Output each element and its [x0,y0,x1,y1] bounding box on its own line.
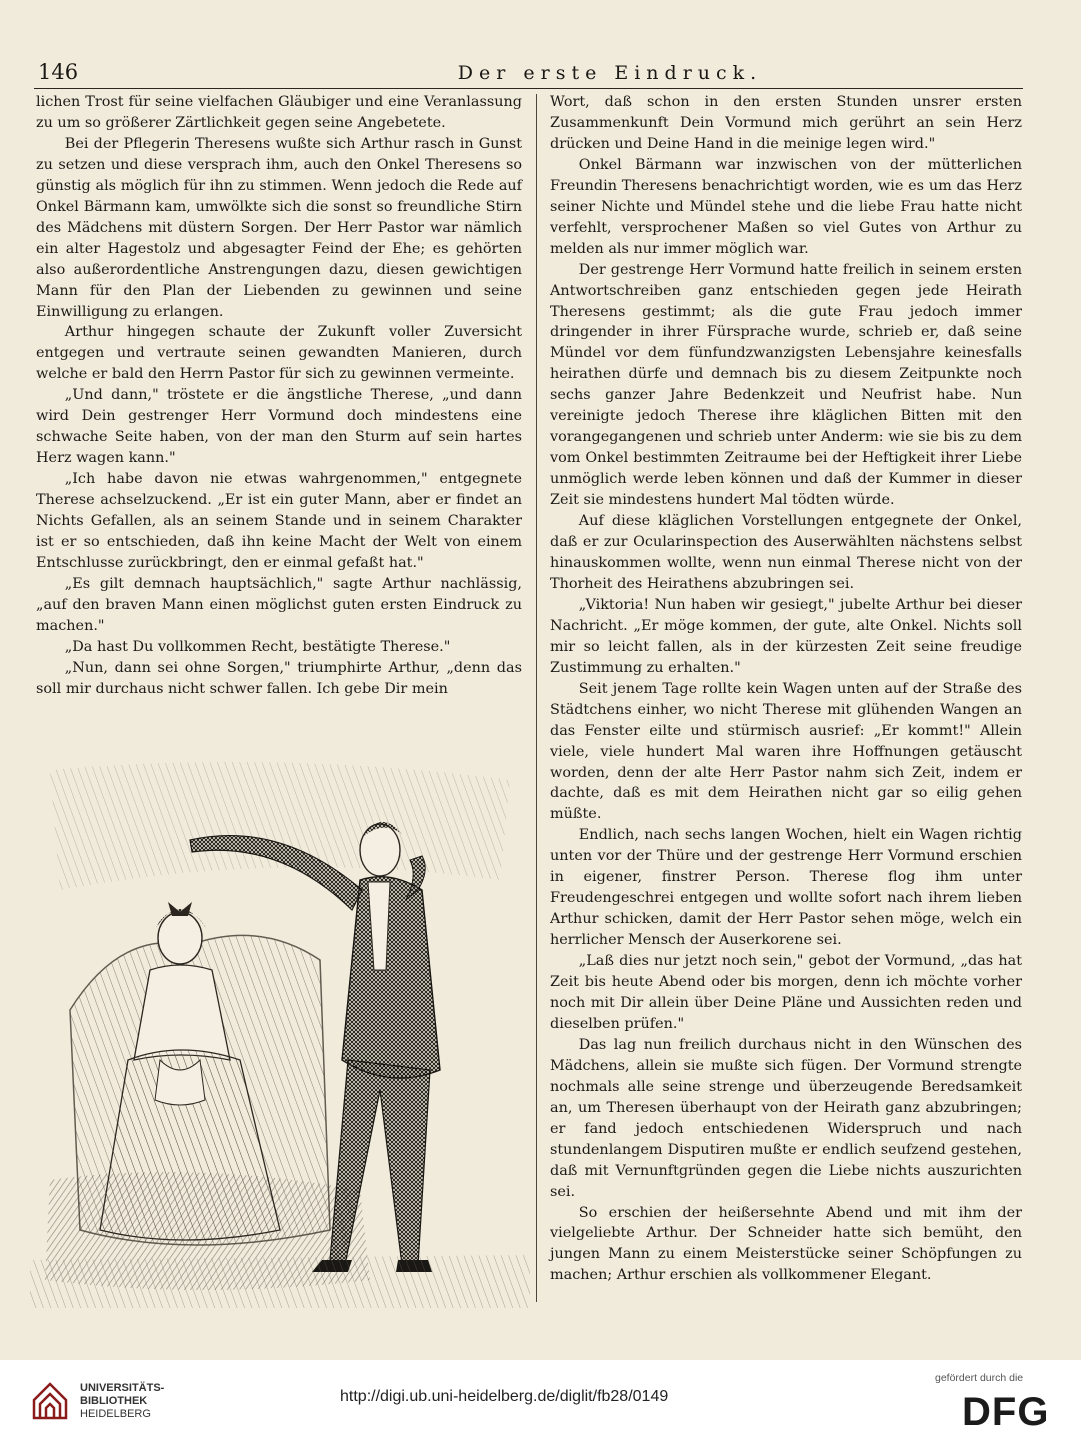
paragraph: Wort, daß schon in den ersten Stunden unsrer ersten Zusammenkunft Dein Vormund mich gerührt an sein Herz drücken und Deine Hand in die meinige legen wird." [550,94,1022,152]
paragraph: Der gestrenge Herr Vormund hatte freilich in seinem ersten Antwortschreiben ganz entschieden gegen jede Heirath Theresens gestimmt; als die gute Frau jedoch immer dringender in ihrer Fürsprache wurde, schrieb er, daß seine Mündel vor dem fünfundzwanzigsten Lebensjahre keinesfalls heirathen dürfe und demnach bis zu diesem Zeitpunkte noch sechs ganzer Jahre Bedenkzeit und Neufrist habe. Nun vereinigte jedoch Therese ihre kläglichen Bitten mit den vorangegangenen und schrieb unter Anderm: wie sie bis zu dem vom Onkel bestimmten Zeitraume bei der Heftigkeit ihrer Liebe unmöglich werde leben können und daß der Kummer in dieser Zeit sie mindestens hundert Mal tödten würde. [550,261,1022,509]
paragraph: Bei der Pflegerin Theresens wußte sich Arthur rasch in Gunst zu setzen und diese versprach ihm, auch den Onkel Theresens so günstig als möglich für ihn zu stimmen. Wenn jedoch die Rede auf Onkel Bärmann kam, umwölkte sich die sonst so freundliche Stirn des Mädchens mit düstern Sorgen. Der Herr Pastor war nämlich ein alter Hagestolz und abgesagter Feind der Ehe; es gehörten also außerordentliche Anstrengungen dazu, diesen gewichtigen Mann für den Plan der Liebenden zu gewinnen und seine Einwilligung zu erlangen. [36,135,522,320]
paragraph: Seit jenem Tage rollte kein Wagen unten auf der Straße des Städtchens einher, wo nicht Therese mit glühenden Wangen an das Fenster eilte und stürmisch ausrief: „Er kommt!" Allein viele, viele hundert Mal waren ihre Hoffnungen getäuscht worden, denn der alte Herr Pastor nahm sich Zeit, indem er dachte, daß es mit dem Heirathen nicht gar so eilig gehen müßte. [550,680,1022,823]
floor [30,1255,530,1308]
permalink-url[interactable]: http://digi.ub.uni-heidelberg.de/diglit/fb28/0149 [340,1388,669,1405]
footer-bar [0,1360,1081,1446]
paragraph: So erschien der heißersehnte Abend und mit ihm der vielgeliebte Arthur. Der Schneider hatte sich bemüht, den jungen Mann zu einem Meisterstücke seiner Schöpfungen zu machen; Arthur erschien als vollkommener Elegant. [550,1204,1022,1284]
legs [330,1060,430,1265]
library-line: BIBLIOTHEK [80,1395,148,1407]
paragraph: Endlich, nach sechs langen Wochen, hielt ein Wagen richtig unten vor der Thüre und der gestrenge Herr Vormund erschien in eigener, finstrer Person. Therese flog ihm unter Freudengeschrei entgegen und wollte sofort nach ihrem lieben Arthur schicken, damit der Herr Pastor sehen möge, welch ein herrlicher Mensch der Auserkorene sei. [550,827,1022,949]
paragraph: Auf diese kläglichen Vorstellungen entgegnete der Onkel, daß er zur Ocularinspection des Auserwählten nächstens selbst hinauskommen wollte, wenn nun einmal Therese nicht von der Thorheit des Heirathens abzubringen sei. [550,513,1022,592]
library-name [80,1382,164,1421]
paragraph: Arthur hingegen schaute der Zukunft voller Zuversicht entgegen und vertraute seinen gewandten Manieren, durch welche er bald den Herrn Pastor für sich zu gewinnen vermeinte. [36,324,522,383]
paragraph: „Nun, dann sei ohne Sorgen," triumphirte Arthur, „denn das soll mir durchaus nicht schwer fallen. Ich gebe Dir mein [36,659,522,697]
paragraph: Onkel Bärmann war inzwischen von der mütterlichen Freundin Theresens benachrichtigt worden, wie es um das Herz seiner Nichte und Mündel stehe und die liebe Frau hatte nicht verfehlt, versprochener Maßen so viel Gutes von Arthur zu melden als nur immer möglich war. [550,156,1022,257]
header-rule [34,88,1023,89]
column-divider [536,94,537,1302]
library-line: HEIDELBERG [80,1408,151,1420]
paragraph: lichen Trost für seine vielfachen Gläubiger und eine Veranlassung zu um so größerer Zärtlichkeit gegen seine Angebetete. [36,94,522,131]
paragraph: „Es gilt demnach hauptsächlich," sagte Arthur nachlässig, „auf den braven Mann einen möglichst guten ersten Eindruck zu machen." [36,575,522,634]
paragraph: Das lag nun freilich durchaus nicht in den Wünschen des Mädchens, allein sie mußte sich fügen. Der Vormund strengte nochmals alle seine strenge und überzeugende Beredsamkeit an, um Theresen überhaupt von der Heirath ganz abzubringen; er fand jedoch entschiedenen Widerspruch und nach stundenlangem Disputiren mußte er endlich seufzend gestehen, daß mit Vernunftgründen gegen die Liebe nichts auszurichten sei. [550,1036,1022,1200]
paragraph: „Laß dies nur jetzt noch sein," gebot der Vormund, „das hat Zeit bis heute Abend oder bis morgen, denn ich möchte vorher noch mit Dir allein über Deine Pläne und Aussichten reden und dieselben prüfen." [550,953,1022,1032]
paragraph: „Da hast Du vollkommen Recht, bestätigte Therese." [64,638,451,655]
left-column [36,92,522,700]
running-title: Der erste Eindruck. [457,62,763,84]
paragraph: „Ich habe davon nie etwas wahrgenommen," entgegnete Therese achselzuckend. „Er ist ein guter Mann, aber er findet an Nichts Gefallen, als an seinem Stande und in seinem Charakter ist er so entschieden, daß ihn keine Macht der Welt von einem Entschlusse zurückbringt, den er einmal gefaßt hat." [36,471,522,571]
funding-note: gefördert durch die [935,1372,1024,1384]
background-hatching [50,762,510,890]
dfg-logo: DFG [962,1390,1050,1434]
engraving-illustration [30,760,530,1308]
university-seal-icon [30,1378,70,1422]
paragraph: „Und dann," tröstete er die ängstliche Therese, „und dann wird Dein gestrenger Herr Vormund doch mindestens eine schwache Seite haben, von der man den Sturm auf sein hartes Herz wagen kann." [36,387,522,467]
paragraph: „Viktoria! Nun haben wir gesiegt," jubelte Arthur bei dieser Nachricht. „Er möge kommen, der gute, alte Onkel. Nichts soll mir so leicht fallen, als in der kürzesten Zeit seine freudige Zustimmung zu erhalten." [550,596,1022,676]
right-column [550,92,1022,1286]
library-line: UNIVERSITÄTS- [80,1382,165,1394]
page-number: 146 [38,60,79,84]
